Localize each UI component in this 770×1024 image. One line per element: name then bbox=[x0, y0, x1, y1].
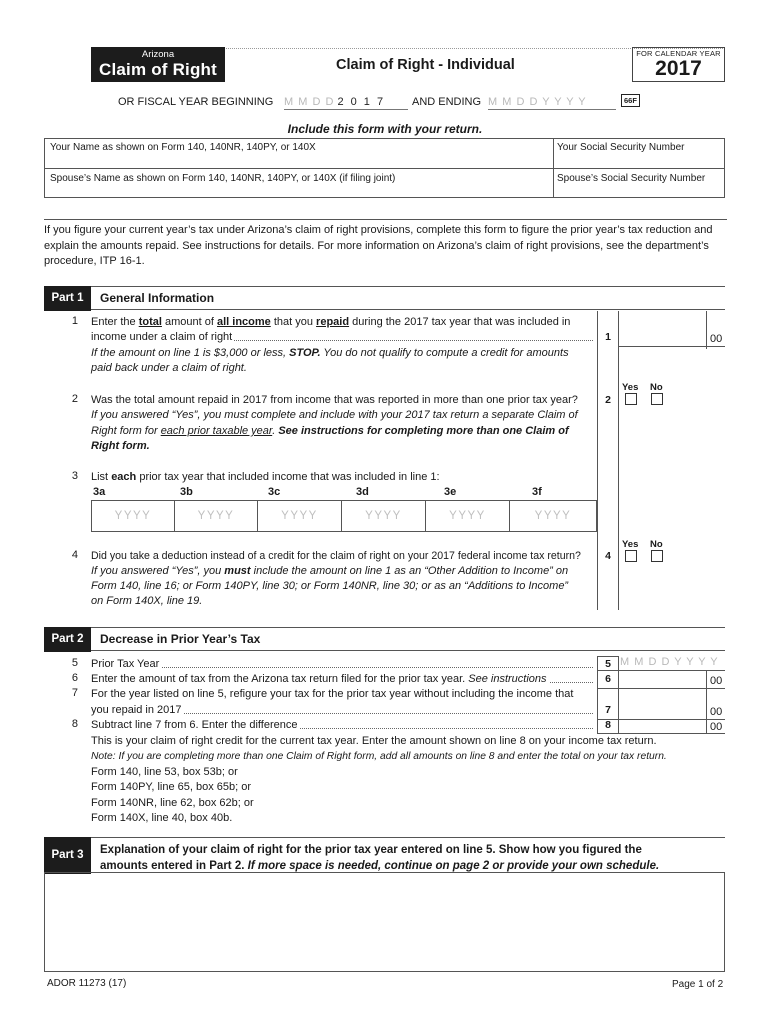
line8-row bbox=[91, 718, 593, 732]
line2-note2-a: Right form for bbox=[91, 425, 161, 437]
col-3a-label: 3a bbox=[93, 486, 106, 498]
name-box-divider bbox=[553, 139, 554, 197]
line1-underline bbox=[619, 346, 725, 347]
part1-linenum-column bbox=[597, 311, 619, 610]
line2-note2 bbox=[91, 424, 569, 440]
line6-amount-field[interactable] bbox=[620, 672, 706, 687]
ssn-label: Your Social Security Number bbox=[557, 142, 685, 153]
line5-underline bbox=[619, 670, 725, 671]
line7-cents: 00 bbox=[710, 706, 723, 718]
part1-label: Part 1 bbox=[44, 286, 91, 311]
line6-text-a: Enter the amount of tax from the Arizona tax return filed for the prior tax year. bbox=[91, 673, 469, 685]
line1-cont: income under a claim of right bbox=[91, 331, 233, 343]
line3-number: 3 bbox=[71, 470, 78, 482]
spouse-name-label: Spouse’s Name as shown on Form 140, 140NR, 140PY, or 140X (if filing joint) bbox=[50, 173, 396, 184]
fiscal-begin-label: OR FISCAL YEAR BEGINNING bbox=[118, 96, 274, 108]
spouse-ssn-label: Spouse’s Social Security Number bbox=[557, 173, 706, 184]
line2-no-checkbox[interactable] bbox=[651, 393, 663, 405]
line8-amount-field[interactable] bbox=[620, 720, 706, 733]
line5-box-label: 5 bbox=[605, 658, 611, 670]
col-3e-label: 3e bbox=[444, 486, 457, 498]
line6-text bbox=[91, 673, 549, 685]
line2-note1: If you answered “Yes”, you must complete and include with your 2017 tax return a separate Claim of bbox=[91, 409, 578, 421]
fiscal-begin-field[interactable] bbox=[284, 96, 408, 110]
line1-note-cont: paid back under a claim of right. bbox=[91, 362, 247, 374]
line8-number: 8 bbox=[71, 718, 78, 730]
year-3b-field[interactable]: YYYY bbox=[175, 501, 258, 531]
line1-note bbox=[91, 346, 569, 362]
line6-underline bbox=[619, 688, 725, 689]
part3-header bbox=[44, 837, 725, 873]
line2-yes-checkbox[interactable] bbox=[625, 393, 637, 405]
form-id: ADOR 11273 (17) bbox=[47, 978, 127, 989]
col-3d-label: 3d bbox=[356, 486, 369, 498]
line2-box-label: 2 bbox=[605, 394, 611, 406]
line6-text-ital: See instructions bbox=[468, 673, 547, 685]
part1-title: General Information bbox=[100, 291, 215, 305]
line4-yes-label: Yes bbox=[622, 539, 639, 550]
fiscal-begin-year: 2 0 1 7 bbox=[337, 96, 386, 108]
line2-note2-d: See instructions for completing more than one Claim of bbox=[278, 425, 569, 437]
line4-no-label: No bbox=[650, 539, 663, 550]
spouse-ssn-field[interactable] bbox=[555, 171, 723, 197]
form-badge bbox=[91, 47, 225, 82]
line1-text-g: during the 2017 tax year that was included in bbox=[349, 316, 571, 328]
part1-header bbox=[44, 286, 725, 310]
line1-box-label: 1 bbox=[605, 331, 611, 343]
taxpayer-info-box bbox=[44, 138, 725, 198]
line8-box-label: 8 bbox=[605, 719, 611, 731]
prior-years-grid bbox=[91, 500, 597, 532]
line5-row bbox=[91, 657, 593, 671]
form-code: 66F bbox=[621, 94, 640, 107]
line5-date-field[interactable]: M M D D Y Y Y Y bbox=[620, 656, 719, 668]
year-3a-field[interactable]: YYYY bbox=[92, 501, 175, 531]
line4-note3: on Form 140X, line 19. bbox=[91, 595, 203, 607]
forms-line-2: Form 140PY, line 65, box 65b; or bbox=[91, 781, 252, 793]
line8-cents: 00 bbox=[710, 721, 723, 733]
form-title: Claim of Right - Individual bbox=[336, 57, 515, 73]
line1-note-stop: STOP. bbox=[289, 347, 321, 359]
line2-note2-b: each prior taxable year bbox=[160, 425, 273, 437]
calendar-year-box bbox=[632, 47, 725, 82]
line2-yes-label: Yes bbox=[622, 382, 639, 393]
forms-line-1: Form 140, line 53, box 53b; or bbox=[91, 766, 238, 778]
line1-number: 1 bbox=[71, 315, 78, 327]
forms-line-3: Form 140NR, line 62, box 62b; or bbox=[91, 797, 254, 809]
fiscal-end-field[interactable] bbox=[488, 96, 616, 110]
badge-title: Claim of Right bbox=[98, 60, 217, 79]
line4-note2: Form 140, line 16; or Form 140PY, line 30; or Form 140NR, line 30; or as an “Additions to Income” bbox=[91, 580, 569, 592]
line7-number: 7 bbox=[71, 687, 78, 699]
line1-cont-row bbox=[91, 330, 593, 344]
part3-label: Part 3 bbox=[44, 837, 91, 874]
line2-no-label: No bbox=[650, 382, 663, 393]
part2-header bbox=[44, 627, 725, 651]
line4-yes-checkbox[interactable] bbox=[625, 550, 637, 562]
line5-leader bbox=[91, 667, 593, 668]
line3-text-each: each bbox=[111, 471, 137, 483]
year-3d-field[interactable]: YYYY bbox=[342, 501, 426, 531]
line6-row bbox=[91, 672, 593, 686]
line1-note-b: You do not qualify to compute a credit for amounts bbox=[320, 347, 569, 359]
line2-note3: Right form. bbox=[91, 440, 150, 452]
name-label: Your Name as shown on Form 140, 140NR, 140PY, or 140X bbox=[50, 142, 316, 153]
line3-text bbox=[91, 470, 440, 486]
line4-note1-must: must bbox=[224, 565, 251, 577]
line8-note: Note: If you are completing more than one Claim of Right form, add all amounts on line 8 and enter the total on your tax return. bbox=[91, 751, 667, 762]
line6-cents: 00 bbox=[710, 675, 723, 687]
fiscal-begin-mask: M M D D bbox=[284, 96, 335, 108]
line7-cont: you repaid in 2017 bbox=[91, 704, 182, 716]
include-notice: Include this form with your return. bbox=[287, 122, 483, 136]
line1-text-total: total bbox=[138, 316, 162, 328]
line4-box-label: 4 bbox=[605, 550, 611, 562]
line5-number: 5 bbox=[71, 657, 78, 669]
part2-cents-divider bbox=[706, 671, 707, 733]
fiscal-end-mask: M M D D Y Y Y Y bbox=[488, 96, 587, 108]
state-label: Arizona bbox=[141, 49, 175, 60]
line1-note-a: If the amount on line 1 is $3,000 or less, bbox=[91, 347, 290, 359]
line4-note1-c: include the amount on line 1 as an “Other Addition to Income” on bbox=[250, 565, 569, 577]
page-number: Page 1 of 2 bbox=[672, 979, 724, 990]
part3-title-line1: Explanation of your claim of right for the prior tax year entered on line 5. Show how you figured the bbox=[100, 844, 642, 856]
forms-line-4: Form 140X, line 40, box 40b. bbox=[91, 812, 233, 824]
line1-cents-divider bbox=[706, 311, 707, 349]
ssn-field[interactable] bbox=[555, 151, 723, 167]
col-3b-label: 3b bbox=[180, 486, 193, 498]
explanation-textarea[interactable] bbox=[44, 872, 725, 972]
line6-number: 6 bbox=[71, 672, 78, 684]
line4-number: 4 bbox=[71, 549, 78, 561]
spouse-name-field[interactable] bbox=[45, 171, 550, 197]
line4-no-checkbox[interactable] bbox=[651, 550, 663, 562]
line6-box-divider bbox=[597, 688, 619, 689]
part3-title bbox=[100, 842, 659, 874]
line8-text: Subtract line 7 from 6. Enter the difference bbox=[91, 719, 298, 731]
col-3c-label: 3c bbox=[268, 486, 281, 498]
line4-note1 bbox=[91, 564, 568, 580]
line4-text: Did you take a deduction instead of a credit for the claim of right on your 2017 federal income tax return? bbox=[91, 550, 581, 562]
line2-note2-c: . bbox=[272, 425, 279, 437]
line3-text-a: List bbox=[91, 471, 112, 483]
part3-title-line2-a: amounts entered in Part 2. bbox=[100, 860, 248, 872]
line1-amount-field[interactable] bbox=[620, 327, 706, 345]
intro-paragraph: If you figure your current year’s tax under Arizona’s claim of right provisions, complete this form to figure the prior year’s tax reduction and explain the amounts repaid. See instructions for details. For more information on Arizona’s claim of right provisions, see the department’s procedure, ITP 16-1. bbox=[44, 219, 727, 270]
line5-box-divider bbox=[597, 670, 619, 671]
line1-text-e: that you bbox=[270, 316, 317, 328]
line4-note1-a: If you answered “Yes”, you bbox=[91, 565, 225, 577]
year-3c-field[interactable]: YYYY bbox=[258, 501, 342, 531]
year-3e-field[interactable]: YYYY bbox=[426, 501, 510, 531]
col-3f-label: 3f bbox=[532, 486, 542, 498]
line1-text-a: Enter the bbox=[91, 316, 139, 328]
part2-title: Decrease in Prior Year’s Tax bbox=[100, 632, 261, 646]
fiscal-end-label: AND ENDING bbox=[412, 96, 482, 108]
name-field[interactable] bbox=[45, 151, 550, 167]
year-3f-field[interactable]: YYYY bbox=[534, 510, 572, 522]
line3-text-c: prior tax year that included income that was included in line 1: bbox=[136, 471, 440, 483]
line8-instruction: This is your claim of right credit for the current tax year. Enter the amount shown on line 8 on your income tax return. bbox=[91, 735, 657, 747]
line5-text: Prior Tax Year bbox=[91, 658, 160, 670]
line1-text-repaid: repaid bbox=[316, 316, 350, 328]
line2-text: Was the total amount repaid in 2017 from income that was reported in more than one prior tax year? bbox=[91, 394, 578, 406]
line7-amount-field[interactable] bbox=[620, 702, 706, 718]
line1-text-c: amount of bbox=[161, 316, 217, 328]
line7-cont-row bbox=[91, 703, 593, 717]
part3-title-line2-b: If more space is needed, continue on page 2 or provide your own schedule. bbox=[247, 860, 660, 872]
calendar-year: 2017 bbox=[655, 57, 702, 80]
line1-text-all-income: all income bbox=[216, 316, 271, 328]
calendar-year-label: FOR CALENDAR YEAR bbox=[636, 49, 721, 58]
line1-cents: 00 bbox=[710, 333, 723, 345]
line2-number: 2 bbox=[71, 393, 78, 405]
line7-box-label: 7 bbox=[605, 704, 611, 716]
line6-box-label: 6 bbox=[605, 673, 611, 685]
line1-text bbox=[91, 315, 570, 331]
part2-label: Part 2 bbox=[44, 627, 91, 652]
line7-text: For the year listed on line 5, refigure your tax for the prior tax year without including the income that bbox=[91, 688, 574, 700]
